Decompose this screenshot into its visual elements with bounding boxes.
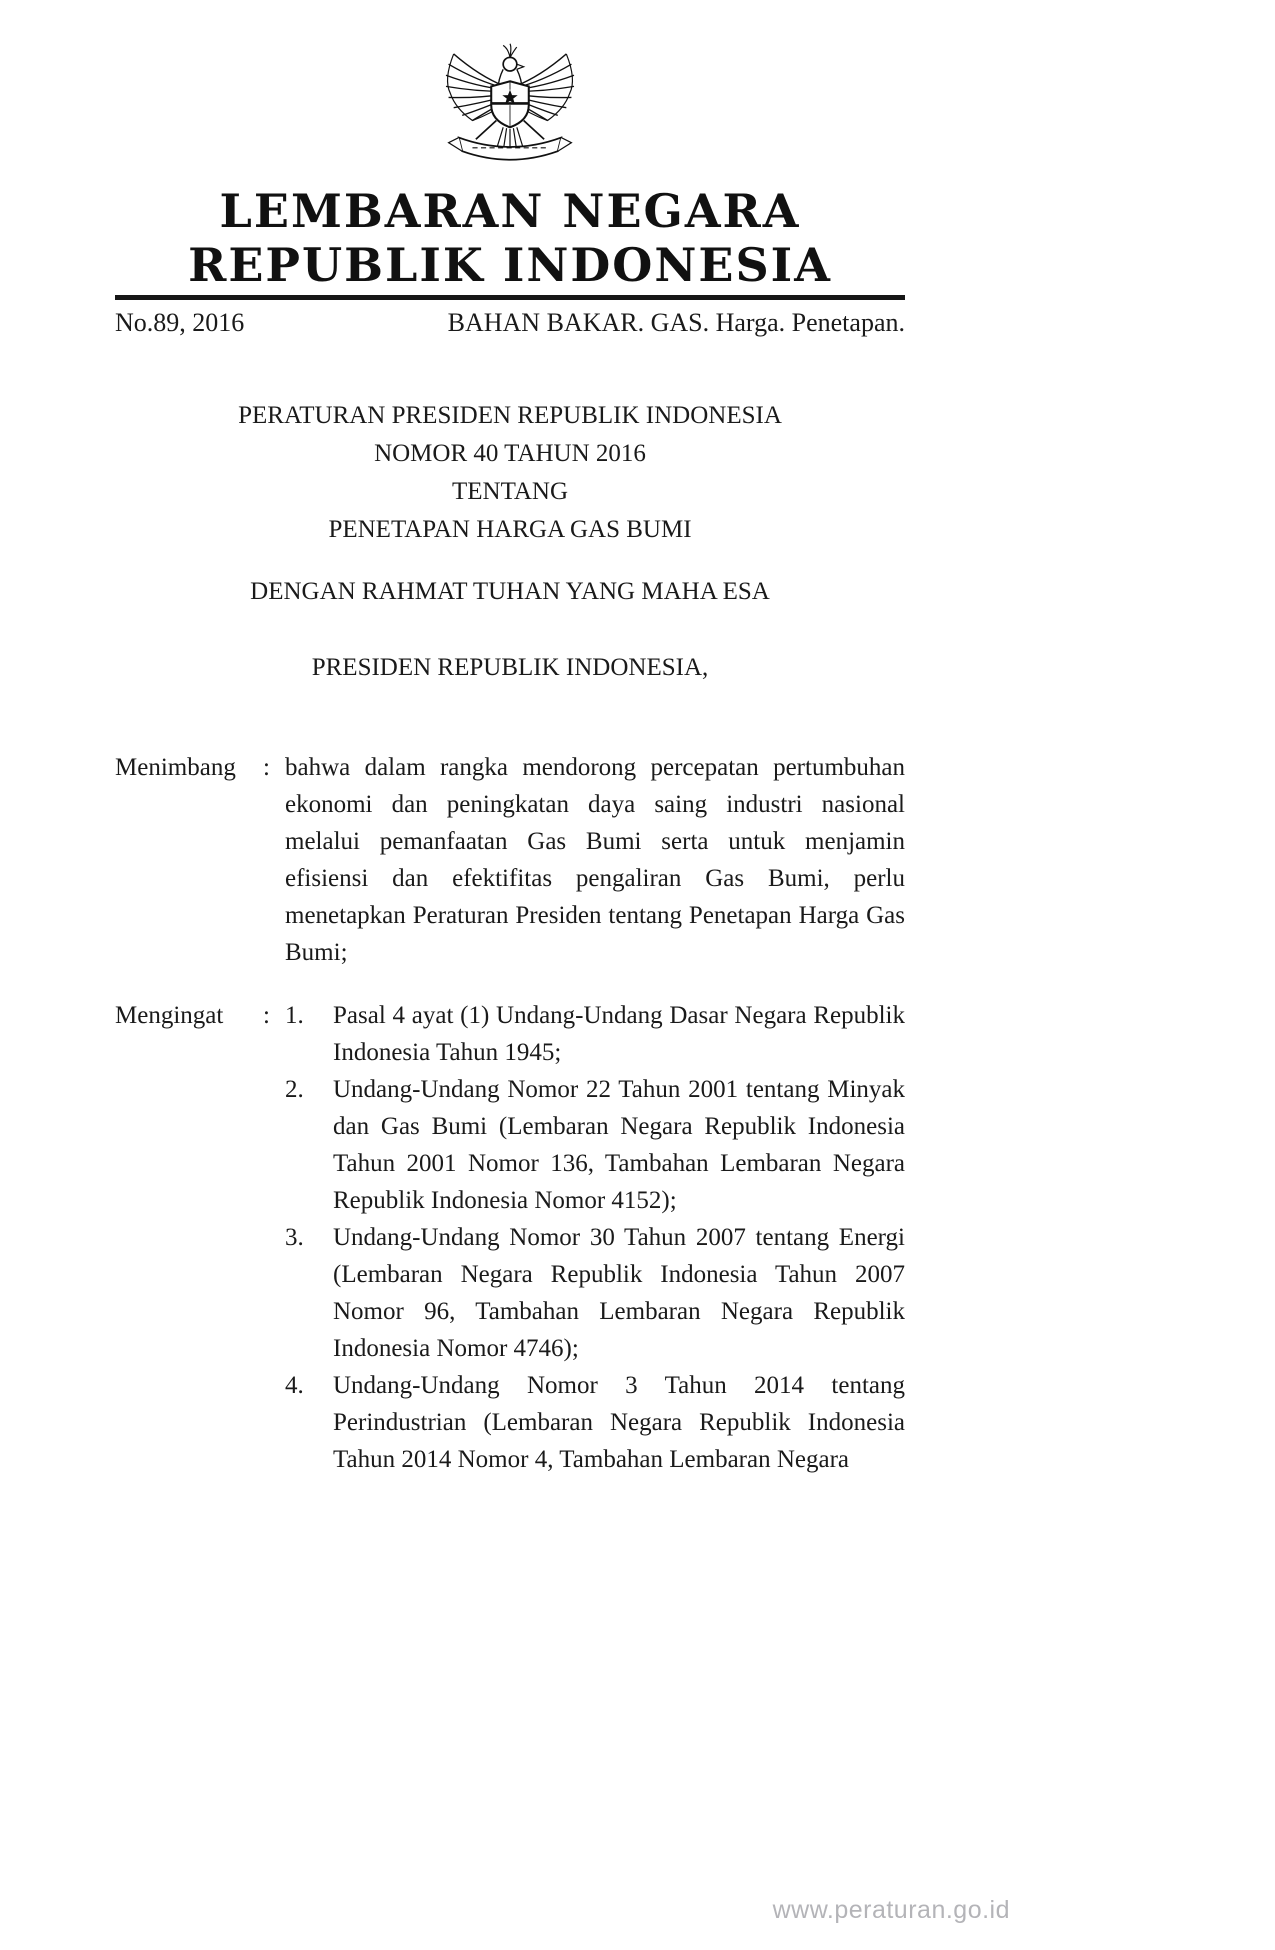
list-item xyxy=(285,1071,905,1219)
site-watermark: www.peraturan.go.id xyxy=(772,1896,1010,1924)
mengingat-colon: : xyxy=(263,1002,270,1029)
list-item-number: 1. xyxy=(285,1002,304,1029)
heading-subject: PENETAPAN HARGA GAS BUMI xyxy=(328,516,692,543)
gazette-header-row xyxy=(115,307,905,339)
heading-tentang: TENTANG xyxy=(451,478,569,505)
garuda-pancasila-emblem xyxy=(441,42,579,170)
masthead-title-line2: REPUBLIK INDONESIA xyxy=(188,238,832,292)
list-item-text: Undang-Undang Nomor 22 Tahun 2001 tentang Minyak dan Gas Bumi (Lembaran Negara Republik Indonesia Tahun 2001 Nomor 136, Tambahan Lembaran Negara Republik Indonesia Nomor 4152); xyxy=(333,1076,905,1214)
gazette-subject: BAHAN BAKAR. GAS. Harga. Penetapan. xyxy=(447,308,905,337)
heading-number: NOMOR 40 TAHUN 2016 xyxy=(374,440,646,467)
list-item-text: Pasal 4 ayat (1) Undang-Undang Dasar Negara Republik Indonesia Tahun 1945; xyxy=(333,1002,905,1066)
masthead-title-line1: LEMBARAN NEGARA xyxy=(219,184,801,238)
list-item-number: 4. xyxy=(285,1372,304,1399)
emblem-container xyxy=(115,42,905,170)
clause-mengingat xyxy=(115,997,905,1478)
list-item-text: Undang-Undang Nomor 3 Tahun 2014 tentang Perindustrian (Lembaran Negara Republik Indonesia Tahun 2014 Nomor 4, Tambahan Lembaran Negara xyxy=(333,1372,905,1473)
heading-regulation: PERATURAN PRESIDEN REPUBLIK INDONESIA xyxy=(238,402,782,429)
authority-line: PRESIDEN REPUBLIK INDONESIA, xyxy=(311,654,709,681)
list-item xyxy=(285,1219,905,1367)
gazette-issue-number: No.89, 2016 xyxy=(115,308,245,337)
document-heading xyxy=(115,397,905,549)
menimbang-colon: : xyxy=(263,754,270,781)
list-item-text: Undang-Undang Nomor 30 Tahun 2007 tentang Energi (Lembaran Negara Republik Indonesia Tahun 2007 Nomor 96, Tambahan Lembaran Negara Republik Indonesia Nomor 4746); xyxy=(333,1224,905,1362)
masthead-rule xyxy=(115,295,905,300)
list-item-number: 3. xyxy=(285,1224,304,1251)
menimbang-text: bahwa dalam rangka mendorong percepatan pertumbuhan ekonomi dan peningkatan daya saing industri nasional melalui pemanfaatan Gas Bumi serta untuk menjamin efisiensi dan efektifitas pengaliran Gas Bumi, perlu menetapkan Peraturan Presiden tentang Penetapan Harga Gas Bumi; xyxy=(285,754,905,966)
list-item-number: 2. xyxy=(285,1076,304,1103)
menimbang-label: Menimbang xyxy=(115,754,236,781)
invocation-line: DENGAN RAHMAT TUHAN YANG MAHA ESA xyxy=(250,578,770,605)
clause-menimbang xyxy=(115,749,905,971)
list-item xyxy=(285,997,905,1071)
mengingat-label: Mengingat xyxy=(115,1002,224,1029)
list-item xyxy=(285,1367,905,1478)
page-content xyxy=(115,0,905,1478)
mengingat-list xyxy=(285,997,905,1478)
